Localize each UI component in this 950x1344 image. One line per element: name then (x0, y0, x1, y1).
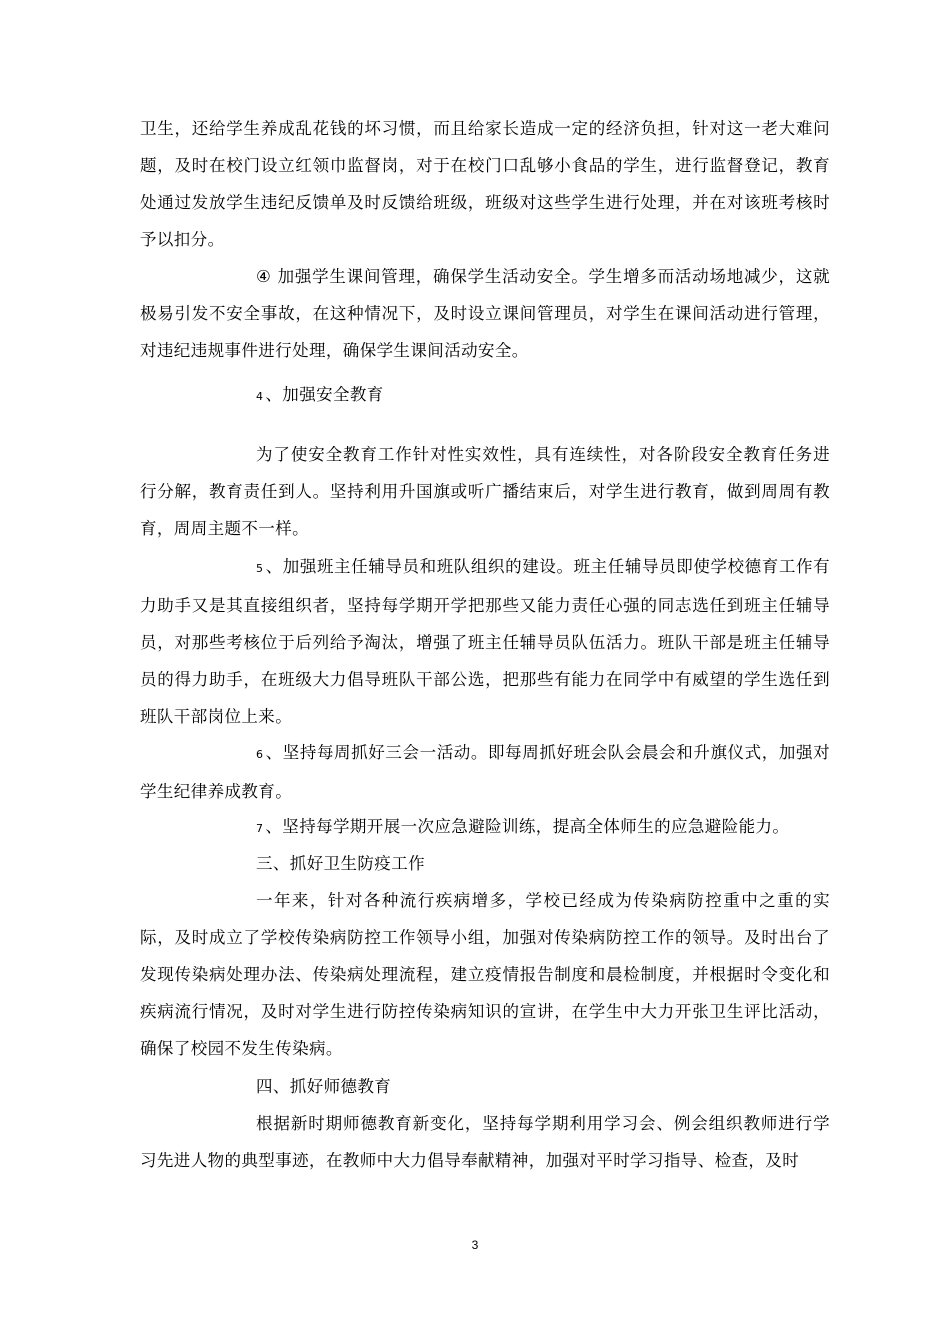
item-text: 、坚持每周抓好三会一活动。即每周抓好班会队会晨会和升旗仪式，加强对学生纪律养成教育。 (140, 743, 830, 801)
item-number: 6 (256, 748, 264, 761)
item-text: 、坚持每学期开展一次应急避险训练，提高全体师生的应急避险能力。 (265, 817, 790, 836)
section-heading-4 (256, 376, 384, 415)
item-number: 5 (256, 562, 264, 575)
paragraph-8: 一年来，针对各种流行疾病增多，学校已经成为传染病防控重中之重的实际，及时成立了学校传染病防控工作领导小组，加强对传染病防控工作的领导。及时出台了发现传染病处理办法、传染病处理流程，建立疫情报告制度和晨检制度，并根据时令变化和疾病流行情况，及时对学生进行防控传染病知识的宣讲，在学生中大力开张卫生评比活动，确保了校园不发生传染病。 (140, 891, 830, 1058)
paragraph-3: 为了使安全教育工作针对性实效性，具有连续性，对各阶段安全教育任务进行分解，教育责任到人。坚持利用升国旗或听广播结束后，对学生进行教育，做到周周有教育，周周主题不一样。 (140, 445, 830, 538)
paragraph-7 (140, 808, 830, 847)
paragraph-2: ④ 加强学生课间管理，确保学生活动安全。学生增多而活动场地减少，这就极易引发不安全事故，在这种情况下，及时设立课间管理员，对学生在课间活动进行管理，对违纪违规事件进行处理，确保学生课间活动安全。 (140, 267, 830, 360)
section-heading-3: 三、抓好卫生防疫工作 (256, 854, 425, 873)
heading-text: 、加强安全教育 (265, 385, 384, 404)
item-text: 、加强班主任辅导员和班队组织的建设。班主任辅导员即使学校德育工作有力助手又是其直接组织者，坚持每学期开学把那些又能力责任心强的同志选任到班主任辅导员，对那些考核位于后列给予淘汰，增强了班主任辅导员队伍活力。班队干部是班主任辅导员的得力助手，在班级大力倡导班队干部公选，把那些有能力在同学中有威望的学生选任到班队干部岗位上来。 (140, 557, 830, 726)
paragraph-9: 根据新时期师德教育新变化，坚持每学期利用学习会、例会组织教师进行学习先进人物的典型事迹，在教师中大力倡导奉献精神，加强对平时学习指导、检查，及时 (140, 1114, 830, 1170)
page-number: 3 (471, 1238, 479, 1252)
paragraph-5 (140, 548, 830, 735)
heading-number: 4 (256, 390, 264, 403)
section-heading-four: 四、抓好师德教育 (256, 1077, 392, 1096)
item-number: 7 (256, 822, 264, 835)
paragraph-6 (140, 734, 830, 810)
paragraph-1: 卫生，还给学生养成乱花钱的坏习惯，而且给家长造成一定的经济负担，针对这一老大难问题，及时在校门设立红领巾监督岗，对于在校门口乱够小食品的学生，进行监督登记，教育处通过发放学生违纪反馈单及时反馈给班级，班级对这些学生进行处理，并在对该班考核时予以扣分。 (140, 119, 830, 249)
